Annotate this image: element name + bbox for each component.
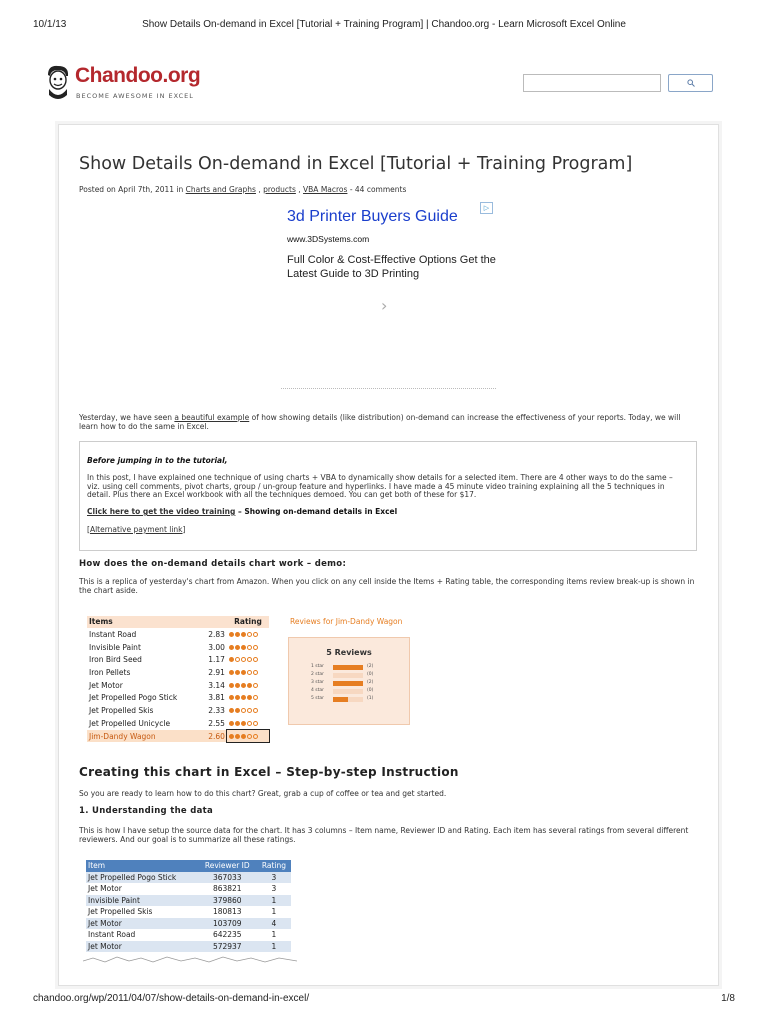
- cta-rest: – Showing on-demand details in Excel: [235, 507, 398, 516]
- rating-dot-icon: [229, 695, 234, 700]
- ad-title[interactable]: 3d Printer Buyers Guide: [287, 208, 458, 225]
- cell-item: Jet Motor: [86, 918, 198, 930]
- rating-dot-icon: [247, 645, 252, 650]
- rating-dot-icon: [229, 734, 234, 739]
- bracket: [: [87, 525, 90, 534]
- item-rating-value[interactable]: 2.60: [201, 730, 227, 743]
- table-row: [86, 883, 291, 895]
- review-row: [311, 672, 401, 678]
- table-header-row: [86, 860, 291, 872]
- source-data-table: [86, 860, 291, 952]
- print-date: 10/1/13: [33, 19, 67, 30]
- item-name[interactable]: Jet Propelled Pogo Stick: [87, 692, 201, 705]
- item-stars[interactable]: [227, 692, 269, 705]
- meta-sep: ,: [295, 185, 304, 194]
- item-name[interactable]: Jim-Dandy Wagon: [87, 730, 201, 743]
- cell-rating: 3: [257, 883, 291, 895]
- item-rating-value[interactable]: 2.55: [201, 717, 227, 730]
- understanding-heading: 1. Understanding the data: [79, 806, 214, 816]
- rating-dot-icon: [229, 708, 234, 713]
- cell-item: Instant Road: [86, 929, 198, 941]
- item-stars[interactable]: [227, 666, 269, 679]
- cell-reviewer-id: 572937: [198, 941, 257, 953]
- category-link-products[interactable]: products: [263, 185, 296, 194]
- rating-dot-icon: [253, 645, 258, 650]
- table-row: [86, 941, 291, 953]
- review-bar: [333, 665, 363, 670]
- item-rating-value[interactable]: 2.33: [201, 704, 227, 717]
- reviews-count: 5 Reviews: [326, 648, 372, 657]
- create-text: So you are ready to learn how to do this chart? Great, grab a cup of coffee or tea and get started.: [79, 789, 447, 798]
- rating-dot-icon: [247, 734, 252, 739]
- rating-dot-icon: [241, 708, 246, 713]
- table-row[interactable]: [87, 666, 269, 679]
- rating-dot-icon: [253, 683, 258, 688]
- chevron-right-icon[interactable]: ›: [381, 296, 388, 315]
- rating-dot-icon: [229, 645, 234, 650]
- comment-count: - 44 comments: [347, 185, 407, 194]
- rating-dot-icon: [253, 632, 258, 637]
- site-brand: Chandoo.org: [75, 64, 201, 87]
- ad-text: Full Color & Cost-Effective Options Get the Latest Guide to 3D Printing: [287, 254, 496, 280]
- rating-dot-icon: [241, 721, 246, 726]
- rating-dot-icon: [241, 695, 246, 700]
- chandoo-face-icon: [44, 65, 72, 101]
- cell-item: Jet Motor: [86, 883, 198, 895]
- meta-prefix: Posted on April 7th, 2011 in: [79, 185, 186, 194]
- ad-url: www.3DSystems.com: [287, 234, 370, 244]
- site-logo[interactable]: [44, 64, 201, 105]
- table-row: [86, 872, 291, 884]
- cell-rating: 1: [257, 895, 291, 907]
- understanding-text: This is how I have setup the source data for the chart. It has 3 columns – Item name, Reviewer ID and Rating. Each item has several ratings from several different reviewers. And our goal is to summarize all these ratings.: [79, 826, 689, 844]
- create-heading: Creating this chart in Excel – Step-by-step Instruction: [79, 765, 459, 779]
- ad-block[interactable]: [281, 200, 496, 390]
- review-count: (0): [367, 688, 374, 693]
- table-row[interactable]: [87, 654, 269, 667]
- item-rating-value[interactable]: 2.91: [201, 666, 227, 679]
- col-reviewer-header: Reviewer ID: [198, 860, 257, 872]
- review-row: [311, 696, 401, 702]
- item-name[interactable]: Iron Pellets: [87, 666, 201, 679]
- rating-dot-icon: [253, 734, 258, 739]
- callout-cta: [87, 507, 397, 516]
- cell-rating: 1: [257, 929, 291, 941]
- post-meta: [79, 185, 406, 194]
- site-tagline: BECOME AWESOME IN EXCEL: [76, 92, 194, 100]
- cell-reviewer-id: 367033: [198, 872, 257, 884]
- item-rating-value[interactable]: 2.83: [201, 628, 227, 641]
- rating-dot-icon: [247, 632, 252, 637]
- review-bar-track: [333, 673, 363, 678]
- rating-dot-icon: [247, 657, 252, 662]
- cell-reviewer-id: 379860: [198, 895, 257, 907]
- review-count: (2): [367, 680, 374, 685]
- rating-dot-icon: [235, 721, 240, 726]
- table-row: [86, 929, 291, 941]
- item-name[interactable]: Jet Propelled Unicycle: [87, 717, 201, 730]
- rating-dot-icon: [247, 695, 252, 700]
- rating-dot-icon: [247, 670, 252, 675]
- item-stars[interactable]: [227, 704, 269, 717]
- rating-dot-icon: [229, 670, 234, 675]
- demo-text: This is a replica of yesterday's chart from Amazon. When you click on any cell inside the Items + Rating table, the corresponding items review break-up is shown in the chart aside.: [79, 577, 695, 595]
- print-title: Show Details On-demand in Excel [Tutorial + Training Program] | Chandoo.org - Learn Microsoft Excel Online: [142, 19, 626, 30]
- video-training-link[interactable]: Click here to get the video training: [87, 507, 236, 516]
- rating-dot-icon: [235, 708, 240, 713]
- category-link-charts[interactable]: Charts and Graphs: [185, 185, 256, 194]
- rating-dot-icon: [235, 670, 240, 675]
- alt-payment: [87, 525, 185, 534]
- item-rating-value[interactable]: 3.14: [201, 679, 227, 692]
- rating-dot-icon: [229, 657, 234, 662]
- review-bar: [333, 697, 348, 702]
- table-row: [86, 906, 291, 918]
- rating-dot-icon: [229, 721, 234, 726]
- search-icon: [687, 79, 695, 87]
- review-count: (1): [367, 696, 374, 701]
- cell-item: Jet Propelled Pogo Stick: [86, 872, 198, 884]
- search-button[interactable]: [668, 74, 713, 92]
- review-count: (0): [367, 672, 374, 677]
- cell-rating: 1: [257, 941, 291, 953]
- rating-dot-icon: [253, 721, 258, 726]
- item-name[interactable]: Instant Road: [87, 628, 201, 641]
- cell-item: Jet Motor: [86, 941, 198, 953]
- table-row: [86, 918, 291, 930]
- review-row: [311, 680, 401, 686]
- item-stars[interactable]: [227, 641, 269, 654]
- reviews-title: Reviews for Jim-Dandy Wagon: [290, 617, 403, 626]
- rating-dot-icon: [241, 670, 246, 675]
- col-blank-header: [201, 616, 227, 628]
- rating-dot-icon: [235, 683, 240, 688]
- item-name[interactable]: Jet Propelled Skis: [87, 704, 201, 717]
- callout-heading: Before jumping in to the tutorial,: [87, 456, 228, 465]
- review-count: (2): [367, 664, 374, 669]
- rating-dot-icon: [229, 683, 234, 688]
- torn-edge: [83, 953, 297, 973]
- item-rating-value[interactable]: 1.17: [201, 654, 227, 667]
- post-title: Show Details On-demand in Excel [Tutorial + Training Program]: [79, 154, 633, 174]
- item-stars[interactable]: [227, 654, 269, 667]
- review-star-label: 2 star: [311, 672, 325, 677]
- table-row[interactable]: [87, 679, 269, 692]
- cell-reviewer-id: 863821: [198, 883, 257, 895]
- item-stars[interactable]: [227, 730, 269, 743]
- table-row[interactable]: [87, 730, 269, 743]
- items-rating-table[interactable]: [87, 616, 269, 743]
- rating-dot-icon: [247, 708, 252, 713]
- item-stars[interactable]: [227, 628, 269, 641]
- table-header-row: [87, 616, 269, 628]
- item-name[interactable]: Jet Motor: [87, 679, 201, 692]
- intro-paragraph: [79, 413, 699, 431]
- table-row[interactable]: [87, 628, 269, 641]
- rating-dot-icon: [235, 657, 240, 662]
- cell-reviewer-id: 642235: [198, 929, 257, 941]
- table-row[interactable]: [87, 692, 269, 705]
- adchoices-icon[interactable]: ▷: [480, 202, 493, 214]
- rating-dot-icon: [241, 657, 246, 662]
- table-row: [86, 895, 291, 907]
- review-star-label: 1 star: [311, 664, 325, 669]
- cell-reviewer-id: 103709: [198, 918, 257, 930]
- bracket: ]: [182, 525, 186, 534]
- callout-body: In this post, I have explained one technique of using charts + VBA to dynamically show details for a selected item. There are 4 other ways to do the same – viz. using cell comments, pivot charts, group / un-group feature and hyperlinks. I have made a 45 minute video training explaining all the 5 techniques in detail. Plus there an Excel workbook with all the techniques demoed. You can get both of these for $17.: [87, 473, 673, 499]
- rating-dot-icon: [235, 734, 240, 739]
- cell-rating: 1: [257, 906, 291, 918]
- rating-dot-icon: [253, 708, 258, 713]
- rating-dot-icon: [241, 645, 246, 650]
- search-input[interactable]: [523, 74, 661, 92]
- item-name[interactable]: Invisible Paint: [87, 641, 201, 654]
- col-items-header: Items: [87, 616, 201, 628]
- rating-dot-icon: [253, 695, 258, 700]
- cell-reviewer-id: 180813: [198, 906, 257, 918]
- ad-divider: [281, 388, 496, 389]
- rating-dot-icon: [235, 645, 240, 650]
- rating-dot-icon: [253, 670, 258, 675]
- cell-rating: 3: [257, 872, 291, 884]
- table-row[interactable]: [87, 641, 269, 654]
- alt-payment-link[interactable]: Alternative payment link: [89, 525, 183, 534]
- review-row: [311, 664, 401, 670]
- col-item-header: Item: [86, 860, 198, 872]
- rating-dot-icon: [253, 657, 258, 662]
- review-bar: [333, 681, 363, 686]
- cell-rating: 4: [257, 918, 291, 930]
- review-star-label: 4 star: [311, 688, 325, 693]
- rating-dot-icon: [241, 683, 246, 688]
- demo-heading: How does the on-demand details chart work – demo:: [79, 559, 347, 569]
- review-star-label: 3 star: [311, 680, 325, 685]
- print-page: 1/8: [721, 993, 735, 1004]
- review-star-label: 5 star: [311, 696, 325, 701]
- item-stars[interactable]: [227, 679, 269, 692]
- review-row: [311, 688, 401, 694]
- rating-dot-icon: [247, 721, 252, 726]
- col-rating-header: Rating: [257, 860, 291, 872]
- meta-sep: ,: [255, 185, 264, 194]
- cell-item: Jet Propelled Skis: [86, 906, 198, 918]
- category-link-vba[interactable]: VBA Macros: [303, 185, 348, 194]
- intro-text: Yesterday, we have seen: [79, 413, 175, 422]
- item-rating-value[interactable]: 3.81: [201, 692, 227, 705]
- table-row[interactable]: [87, 717, 269, 730]
- intro-text: of how showing details (like distribution) on-demand can increase the effectiveness of your reports. Today, we will learn how to do the same in Excel.: [79, 413, 681, 431]
- beautiful-example-link[interactable]: a beautiful example: [174, 413, 250, 422]
- rating-dot-icon: [235, 632, 240, 637]
- cell-item: Invisible Paint: [86, 895, 198, 907]
- col-rating-header: Rating: [227, 616, 269, 628]
- rating-dot-icon: [229, 632, 234, 637]
- print-url: chandoo.org/wp/2011/04/07/show-details-on-demand-in-excel/: [33, 993, 310, 1004]
- rating-dot-icon: [241, 734, 246, 739]
- item-name[interactable]: Iron Bird Seed: [87, 654, 201, 667]
- review-bar-track: [333, 689, 363, 694]
- item-rating-value[interactable]: 3.00: [201, 641, 227, 654]
- rating-dot-icon: [241, 632, 246, 637]
- rating-dot-icon: [247, 683, 252, 688]
- item-stars[interactable]: [227, 717, 269, 730]
- table-row[interactable]: [87, 704, 269, 717]
- rating-dot-icon: [235, 695, 240, 700]
- reviews-chart: [288, 637, 410, 725]
